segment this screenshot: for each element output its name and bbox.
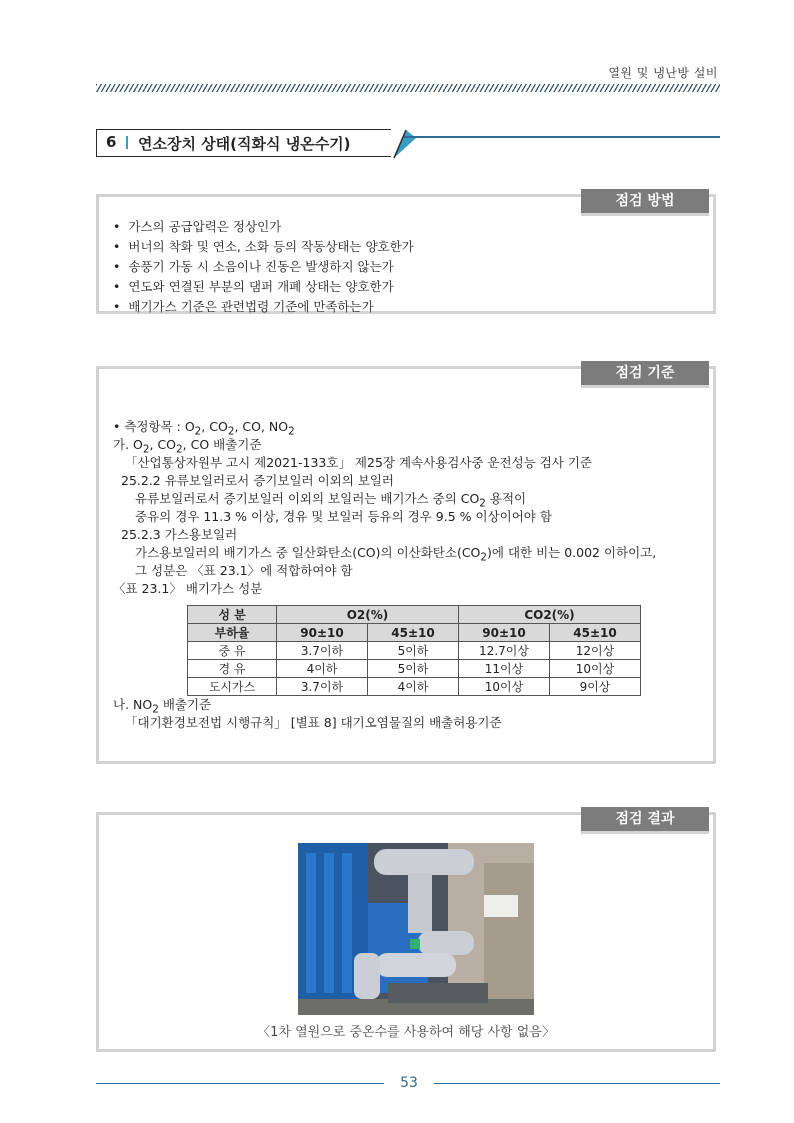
section-divider-bar <box>126 136 128 149</box>
section-heading <box>96 129 396 157</box>
running-header: 열원 및 냉난방 설비 <box>608 66 718 80</box>
equipment-photo <box>298 843 534 1015</box>
header-hatch-divider <box>96 84 720 92</box>
criteria-s2-line2: 그 성분은 〈표 23.1〉에 적합하여야 함 <box>135 563 353 578</box>
table-caption: 〈표 23.1〉 배기가스 성분 <box>113 581 263 596</box>
page-number: 53 <box>400 1075 418 1091</box>
method-item: • 배기가스 기준은 관련법령 기준에 만족하는가 <box>113 297 374 315</box>
footer-rule-left <box>96 1083 384 1084</box>
table-cell: 중 유 <box>188 642 277 660</box>
method-tag: 점검 방법 <box>581 189 709 213</box>
exhaust-gas-table <box>187 605 641 696</box>
criteria-na-heading: 나. $NO_2$ 배출기준 <box>113 697 212 716</box>
table-cell: 11이상 <box>459 660 550 678</box>
table-row <box>188 642 641 660</box>
table-header-cell: 90±10 <box>459 624 550 642</box>
section-number: 6 <box>106 133 117 151</box>
table-cell: 10이상 <box>459 678 550 696</box>
criteria-tag: 점검 기준 <box>581 361 709 385</box>
table-cell: 4이하 <box>277 660 368 678</box>
table-cell: 3.7이하 <box>277 678 368 696</box>
table-cell: 경 유 <box>188 660 277 678</box>
method-item: • 송풍기 가동 시 소음이나 진동은 발생하지 않는가 <box>113 257 394 275</box>
table-header-row <box>188 624 641 642</box>
table-cell: 3.7이하 <box>277 642 368 660</box>
table-cell: 12.7이상 <box>459 642 550 660</box>
criteria-na-line: 「대기환경보전법 시행규칙」 [별표 8] 대기오염물질의 배출허용기준 <box>125 715 502 730</box>
result-panel <box>96 812 716 1052</box>
table-cell: 5이하 <box>368 660 459 678</box>
table-header-row <box>188 606 641 624</box>
table-row <box>188 660 641 678</box>
section-title: 연소장치 상태(직화식 냉온수기) <box>138 135 351 153</box>
result-tag: 점검 결과 <box>581 807 709 831</box>
criteria-s2-title: 25.2.3 가스용보일러 <box>121 527 238 542</box>
criteria-s1-title: 25.2.2 유류보일러로서 증기보일러 이외의 보일러 <box>121 473 395 488</box>
method-item: • 가스의 공급압력은 정상인가 <box>113 217 281 235</box>
criteria-panel <box>96 366 716 764</box>
table-header-cell: O2(%) <box>277 606 459 624</box>
criteria-s2-line1: 가스용보일러의 배기가스 중 일산화탄소(CO)의 이산화탄소$(CO_2)$에 대한 비는 0.002 이하이고, <box>135 545 657 564</box>
result-caption: 〈1차 열원으로 중온수를 사용하여 해당 사항 없음〉 <box>257 1025 555 1040</box>
criteria-notice: 「산업통상자원부 고시 제2021-133호」 제25장 계속사용검사중 운전성능 검사 기준 <box>125 455 593 470</box>
section-heading-slant <box>392 129 416 159</box>
table-header-cell: 부하율 <box>188 624 277 642</box>
table-cell: 9이상 <box>550 678 641 696</box>
table-header-cell: CO2(%) <box>459 606 641 624</box>
table-row <box>188 678 641 696</box>
footer-rule-right <box>434 1083 720 1084</box>
section-heading-rule <box>404 136 720 138</box>
table-header-cell: 90±10 <box>277 624 368 642</box>
table-cell: 5이하 <box>368 642 459 660</box>
table-header-cell: 성 분 <box>188 606 277 624</box>
method-item: • 버너의 착화 및 연소, 소화 등의 작동상태는 양호한가 <box>113 237 414 255</box>
measure-items: • 측정항목 : $O_2$, $CO_2$, CO, $NO_2$ <box>113 419 295 438</box>
table-cell: 12이상 <box>550 642 641 660</box>
criteria-s1-line2: 중유의 경우 11.3 % 이상, 경유 및 보일러 등유의 경우 9.5 % 이상이어야 함 <box>135 509 552 524</box>
method-panel <box>96 194 716 314</box>
method-item: • 연도와 연결된 부분의 댐퍼 개폐 상태는 양호한가 <box>113 277 394 295</box>
table-header-cell: 45±10 <box>550 624 641 642</box>
equipment-photo-illustration <box>298 843 534 1015</box>
table-cell: 도시가스 <box>188 678 277 696</box>
table-cell: 4이하 <box>368 678 459 696</box>
criteria-ga-heading: 가. $O_2$, $CO_2$, CO 배출기준 <box>113 437 262 456</box>
table-cell: 10이상 <box>550 660 641 678</box>
criteria-s1-line1: 유류보일러로서 증기보일러 이외의 보일러는 배기가스 중의 $CO_2$ 용적이 <box>135 491 527 510</box>
table-header-cell: 45±10 <box>368 624 459 642</box>
